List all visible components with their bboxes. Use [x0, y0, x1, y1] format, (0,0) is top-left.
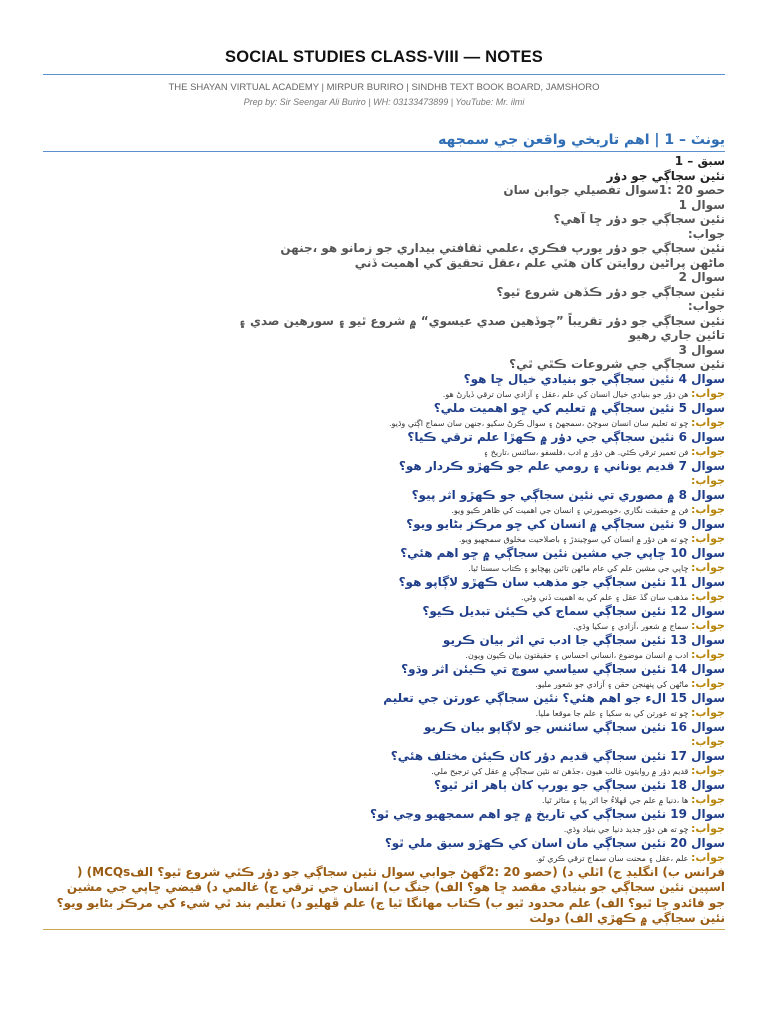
answer-label: جواب:	[690, 415, 725, 429]
intro-line: سوال 3	[678, 342, 725, 357]
question: سوال 19 نئين سجاڳي کي تاريخ ۾ ڇو اهم سمجهيو وڃي ٿو؟	[369, 806, 725, 821]
intro-section	[43, 154, 725, 372]
answer-text: علم ،عقل ۽ محنت سان سماج ترقي ڪري ٿو.	[535, 853, 691, 863]
answer-label: جواب:	[690, 821, 725, 835]
question: سوال 14 نئين سجاڳي سياسي سوچ تي ڪيئن اثر وڌو؟	[401, 661, 725, 676]
answer-label: جواب:	[690, 734, 725, 748]
answer	[43, 851, 725, 865]
answer-label: جواب:	[690, 676, 725, 690]
answer-text: ڇو ته هن دؤر ۾ انسان کي سوچيندڙ ۽ باصلاحيت مخلوق سمجهيو ويو.	[458, 534, 691, 544]
answer	[43, 648, 725, 662]
intro-line: نئين سجاڳي جو دؤر ڪڏهن شروع ٿيو؟	[496, 284, 725, 299]
unit-heading: يونٽ – 1 | اهم تاريخي واقعن جي سمجهه	[438, 132, 725, 148]
answer	[43, 677, 725, 691]
answer-label: جواب:	[690, 444, 725, 458]
intro-line: نئين سجاڳي جي شروعات ڪٿي ٿي؟	[509, 357, 725, 371]
mcq-line: فرانس ب) انگليڊ ج) اٽلي د) (حصو 20 :2گهڻ جوابي سوال نئين سجاڳي جو دؤر ڪٿي شروع ٿيو؟ الفMCQs) (	[76, 864, 725, 879]
intro-line: حصو 20 :1سوال تفصيلي جوابن سان	[503, 183, 725, 197]
question: سوال 9 نئين سجاڳي ۾ انسان کي ڇو مرڪز بڻايو ويو؟	[406, 516, 725, 531]
answer	[43, 445, 725, 459]
answer-label: جواب:	[690, 386, 725, 400]
answer-label: جواب:	[690, 792, 725, 806]
intro-line: نئين سجاڳي جو دؤر	[606, 168, 725, 183]
answer	[43, 706, 725, 720]
answer	[43, 619, 725, 633]
answer-label: جواب:	[690, 705, 725, 719]
mcq-line: نئين سجاڳي ۾ ڪهڙي الف) دولت	[529, 911, 725, 925]
answer	[43, 590, 725, 604]
document-page	[43, 40, 725, 930]
question: سوال 15 الء جو اهم هئي؟ نئين سجاڳي عورتن جي تعليم	[383, 690, 725, 705]
question: سوال 7 قديم يوناني ۽ رومي علم جو ڪهڙو ڪردار هو؟	[398, 458, 725, 473]
answer	[43, 416, 725, 430]
answer-text: ڇو ته عورتن کي به سکيا ۽ علم جا موقعا مليا.	[535, 708, 691, 718]
answer-label: جواب:	[690, 763, 725, 777]
answer	[43, 561, 725, 575]
intro-line: نئين سجاڳي جو دؤر تقريباً ”چوڏهين صدي عيسوي“ ۾ شروع ٿيو ۽ سورهين صدي ۽	[238, 313, 725, 328]
bottom-divider	[43, 929, 725, 930]
mcq-line: اسپين نئين سجاڳي جو بنيادي مقصد ڇا هو؟ الف) جنگ ب) انسان جي ترقي ج) غالمي د) فيضي ڇاپي جي مشين	[66, 880, 725, 894]
intro-line: نئين سجاڳي جو دؤر يورپ فڪري ،علمي ثقافتي بيداري جو زمانو هو ،جنهن	[280, 241, 725, 255]
intro-line: نئين سجاڳي جو دؤر ڇا آهي؟	[553, 212, 725, 226]
answer-label: جواب:	[690, 647, 725, 661]
answer-label: جواب:	[690, 589, 725, 603]
question: سوال 18 نئين سجاڳي جو يورپ کان ٻاهر اثر ٿيو؟	[434, 777, 725, 792]
answer-label: جواب:	[690, 560, 725, 574]
intro-line: سوال 2	[678, 270, 725, 284]
question: سوال 6 نئين سجاڳي جي دؤر ۾ ڪهڙا علم ترقي ڪيا؟	[407, 429, 725, 444]
title-divider	[43, 74, 725, 75]
intro-line: جواب:	[687, 299, 725, 313]
question: سوال 12 نئين سجاڳي سماج کي ڪيئن تبديل ڪيو؟	[422, 603, 725, 618]
answer-text: سماج ۾ شعور ،آزادي ۽ سکيا وڌي.	[573, 621, 691, 631]
answer-text: ڇو ته تعليم سان انسان سوچڻ ،سمجهڻ ۽ سوال ڪرڻ سکيو ،جنهن سان سماج اڳتي وڌيو.	[388, 418, 691, 428]
answer	[43, 532, 725, 546]
question: سوال 11 نئين سجاڳي جو مذهب سان ڪهڙو لاڳاپو هو؟	[398, 574, 725, 589]
document-title: SOCIAL STUDIES CLASS-VIII — NOTES	[225, 48, 543, 66]
intro-line: سوال 1	[678, 197, 725, 212]
answer-text: فن تعمير ترقي ڪئي. هن دؤر ۾ ادب ،فلسفو ،سائنس ،تاريخ ۽	[483, 447, 691, 457]
question: سوال 10 ڇاپي جي مشين نئين سجاڳي ۾ ڇو اهم هئي؟	[400, 545, 725, 560]
unit-divider	[43, 151, 725, 152]
mcq-line: جو فائدو ڇا ٿيو؟ الف) علم محدود ٿيو ب) ڪتاب مهانگا ٿيا ج) علم ڦهليو د) تعليم بند ٿي شيء کي مرڪز بڻايو ويو؟	[56, 895, 725, 910]
answer	[43, 793, 725, 807]
mcq-section	[43, 865, 725, 927]
author-credit: Prep by: Sir Seengar Ali Buriro | WH: 03133473899 | YouTube: Mr. ilmi	[243, 97, 525, 107]
answer-label: جواب:	[690, 618, 725, 632]
answer-text: ها ،دنيا ۾ علم جي ڦهلاءُ جا اثر پيا ۽ متاثر ٿيا.	[542, 795, 691, 805]
intro-line: تائين جاري رهيو	[628, 328, 725, 342]
answer	[43, 764, 725, 778]
academy-subtitle: THE SHAYAN VIRTUAL ACADEMY | MIRPUR BURIRO | SINDHB TEXT BOOK BOARD, JAMSHORO	[168, 82, 600, 93]
answer-text: ڇو ته هن دؤر جديد دنيا جي بنياد وڌي.	[563, 824, 691, 834]
answer-text: هن دؤر جو بنيادي خيال انسان کي علم ،عقل ۽ آزادي سان ترقي ڏيارڻ هو.	[442, 389, 691, 399]
answer-text: قديم دؤر ۾ روايتون غالب هيون ،جڏهن ته نئين سجاڳي ۾ عقل کي ترجيح ملي.	[431, 766, 691, 776]
answer	[43, 822, 725, 836]
answer	[43, 387, 725, 401]
answer-text: مذهب سان گڏ عقل ۽ علم کي به اهميت ڏني وئي.	[520, 592, 691, 602]
question: سوال 5 نئين سجاڳي ۾ تعليم کي ڇو اهميت ملي؟	[433, 400, 725, 415]
answer-text: ادب ۾ انسان موضوع ،انساني احساس ۽ حقيقتون بيان ڪيون ويون.	[465, 650, 691, 660]
answer	[43, 503, 725, 517]
question: سوال 13 نئين سجاڳي جا ادب تي اثر بيان ڪريو	[442, 632, 725, 647]
answer-label: جواب:	[690, 531, 725, 545]
question: سوال 20 نئين سجاڳي مان اسان کي ڪهڙو سبق ملي ٿو؟	[384, 835, 725, 850]
answer-label: جواب:	[690, 850, 725, 864]
question: سوال 8 ۾ مصوري تي نئين سجاڳي جو ڪهڙو اثر پيو؟	[411, 487, 725, 502]
qa-section	[43, 372, 725, 865]
question: سوال 17 نئين سجاڳي قديم دؤر کان ڪيئن مختلف هئي؟	[390, 748, 725, 763]
intro-line: سبق – 1	[674, 154, 725, 168]
answer	[43, 735, 725, 749]
answer-text: ماڻهن کي پنهنجن حقن ۽ آزادي جو شعور مليو.	[535, 679, 691, 689]
answer-label: جواب:	[690, 473, 725, 487]
intro-line: ماڻهن پراڻين روايتن کان هٽي علم ،عقل تحقيق کي اهميت ڏني	[354, 255, 725, 270]
answer-text: ڇاپي جي مشين علم کي عام ماڻهن تائين پهچايو ۽ ڪتاب سستا ٿيا.	[468, 563, 691, 573]
answer	[43, 474, 725, 488]
intro-line: جواب:	[687, 226, 725, 241]
question: سوال 16 نئين سجاڳي سائنس جو لاڳاپو بيان ڪريو	[424, 719, 725, 734]
question: سوال 4 نئين سجاڳي جو بنيادي خيال ڇا هو؟	[463, 371, 725, 386]
answer-text: فن ۾ حقيقت نگاري ،خوبصورتي ۽ انسان جي اهميت کي ظاهر ڪيو ويو.	[451, 505, 691, 515]
answer-label: جواب:	[690, 502, 725, 516]
